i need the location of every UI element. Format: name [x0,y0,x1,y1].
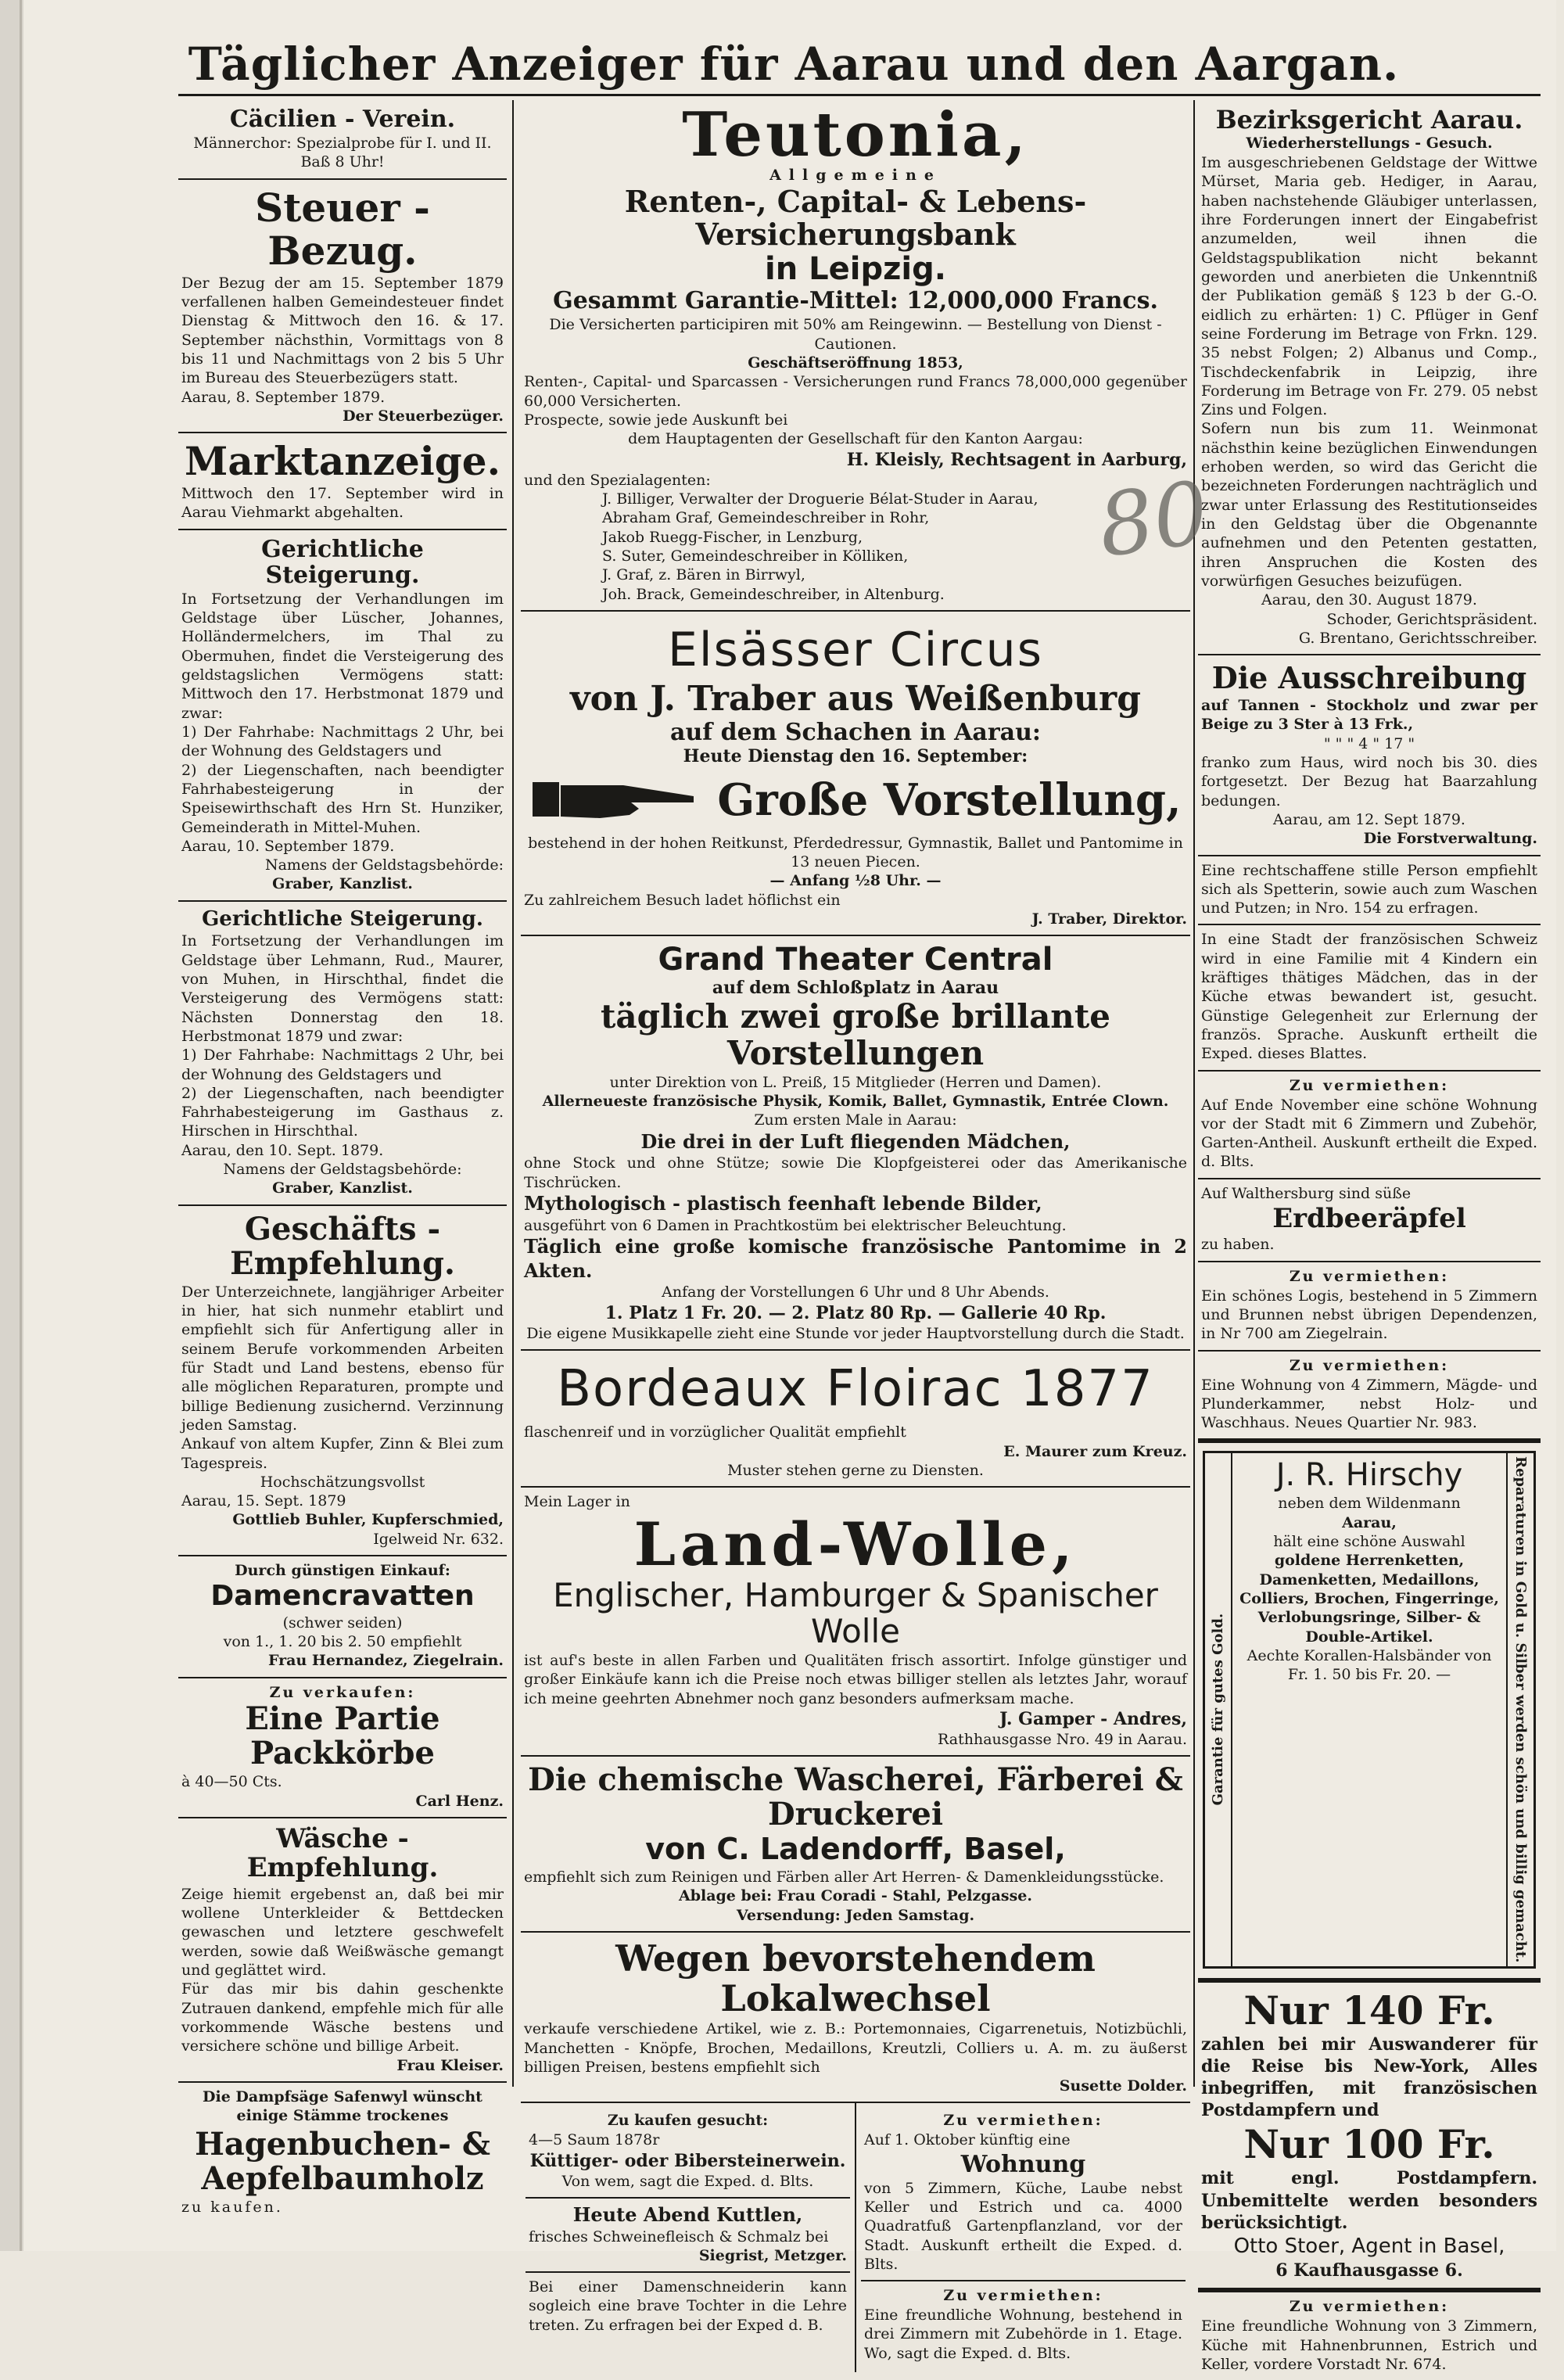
ad-erdbeeraepfel [1198,1179,1541,1262]
ad-text: Eine freundliche Wohnung von 3 Zimmern, Küche mit Hahnenbrunnen, Estrich und Keller, vordere Vorstadt Nr. 674. [1201,2317,1537,2373]
ad-signature: J. Traber, Direktor. [1031,910,1187,928]
ad-date: Aarau, 10. September 1879. [181,837,395,855]
ad-text: Täglich eine große komische französische Pantomime in 2 Akten. [524,1235,1187,1282]
ad-signature: Siegrist, Metzger. [698,2246,847,2264]
ad-steigerung-2 [178,902,507,1206]
agent-item: Jakob Ruegg-Fischer, in Lenzburg, [602,528,863,546]
ad-sub: von J. Traber aus Weißenburg [570,679,1141,720]
ad-title: Gerichtliche Steigerung. [261,535,424,589]
ad-kicker: Mein Lager in [524,1493,630,1511]
agent-item: J. Billiger, Verwalter der Droguerie Bélat-Studer in Aarau, [602,490,1038,508]
ad-text: Prospecte, sowie jede Auskunft bei [524,411,788,429]
ad-vermiethen-1 [1198,1072,1541,1179]
ad-item: 2) der Liegenschaften, nach beendigter Fahrhabesteigerung in der Speisewirthschaft des Hrn St. Hunziker, Gemeinderath in Mittel-Muhen. [181,761,504,836]
ad-sub: in Leipzig. [765,251,946,288]
ad-text: Die drei in der Luft fliegenden Mädchen, [640,1129,1071,1153]
ad-person [1198,856,1541,926]
ad-item: 1) Der Fahrhabe: Nachmittags 2 Uhr, bei der Wohnung des Geldstagers und [181,1046,504,1083]
ad-text: goldene Herrenketten, Damenketten, Medaillons, Colliers, Brochen, Fingerringe, Verlobungsringe, Silber- & Double-Artikel. [1239,1552,1499,1646]
ad-packkoerbe [178,1678,507,1819]
small-ads-left [521,2103,855,2372]
ad-text: Zeige hiemit ergebenst an, daß bei mir wollene Unterkleider & Bettdecken gewaschen und letztere geschwefelt werden, sowie daß Weißwäsche gemangt und geglättet wird. [181,1885,504,1980]
ad-sub: (schwer seiden) [282,1614,403,1632]
ad-title: Heute Abend Kuttlen, [572,2203,803,2227]
ad-kicker: Durch günstigen Einkauf: [235,1562,450,1580]
ad-sub: von C. Ladendorff, Basel, [645,1832,1066,1867]
ad-title: Steuer - Bezug. [255,184,430,274]
ad-signature: G. Brentano, Gerichtsschreiber. [1298,629,1537,647]
ad-text: Für das mir bis dahin geschenkte Zutrauen dankend, empfehle mich für alle vorkommende Wäsche bestens und versichere schöne und billige Arbeit. [181,1980,504,2055]
ad-text: mit engl. Postdampfern. Unbemittelte werden besonders berücksichtigt. [1201,2168,1537,2233]
ad-signature: Namens der Geldstagsbehörde: [264,856,504,874]
ad-geschaefts-empfehlung [178,1206,507,1556]
agent-item: J. Graf, z. Bären in Birrwyl, [602,566,805,584]
ad-vermiethen-2 [1198,1262,1541,1352]
ad-title: Elsässer Circus [668,623,1043,678]
hirschy-main [1231,1453,1508,1965]
ad-title: Wegen bevorstehendem Lokalwechsel [615,1937,1096,2019]
ad-text: Die Versicherten participiren mit 50% am Reingewinn. — Bestellung von Dienst - Cautionen. [549,316,1162,353]
ad-date: Aarau, 8. September 1879. [181,388,386,406]
ad-text: empfiehlt sich zum Reinigen und Färben aller Art Herren- & Damenkleidungsstücke. [524,1868,1164,1886]
ad-marktanzeige [178,433,507,530]
ad-agent: H. Kleisly, Rechtsagent in Aarburg, [846,449,1187,470]
ad-invite: Zu zahlreichem Besuch ladet höflichst ein [524,891,841,909]
ad-text: und den Spezialagenten: [524,471,711,489]
ad-title: Die chemische Wascherei, Färberei & Druckerei [528,1761,1183,1833]
ad-kaufen-gesucht [526,2106,850,2199]
ad-text: auf Tannen - Stockholz und zwar per Beige zu 3 Ster à 13 Frk., [1201,697,1537,734]
ad-text: unter Direktion von L. Preiß, 15 Mitglieder (Herren und Damen). [609,1073,1102,1091]
ad-kicker: Zu verkaufen: [269,1683,416,1701]
ad-lokalwechsel [521,1933,1190,2103]
ad-chemische-wascherei [521,1757,1190,1933]
ad-closing: Hochschätzungsvollst [260,1473,425,1491]
ad-sub: Aarau, [1342,1513,1397,1531]
ad-stadt [1198,925,1541,1071]
ad-text: von 5 Zimmern, Küche, Laube nebst Keller und Estrich und ca. 4000 Quadratfuß Gartenpflanzland, vor der Stadt. Auskunft ertheilt die Exped. d. Blts. [864,2179,1182,2273]
ad-foot: zu kaufen. [181,2198,283,2216]
ad-date: Aarau, den 30. August 1879. [1261,591,1477,609]
ad-date: Aarau, 15. Sept. 1879 [181,1492,346,1510]
masthead-rule [178,94,1541,96]
ad-signature: Frau Kleiser. [396,2056,504,2074]
ad-title: J. R. Hirschy [1275,1457,1463,1494]
ad-vermiethen-wohnung [861,2106,1186,2281]
ad-signature: 6 Kaufhausgasse 6. [1275,2260,1463,2281]
ad-text: Aechte Korallen-Halsbänder von Fr. 1. 50 bis Fr. 20. — [1247,1646,1492,1684]
ad-text: Anfang der Vorstellungen 6 Uhr und 8 Uhr Abends. [662,1283,1049,1301]
column-middle [521,99,1190,2362]
ad-text: Männerchor: Spezialprobe für I. und II. Baß 8 Uhr! [193,135,492,171]
ad-signature: Carl Henz. [415,1792,504,1810]
ad-title: Gerichtliche Steigerung. [202,906,483,931]
ad-title: Geschäfts - Empfehlung. [230,1210,455,1282]
ad-signature: Schoder, Gerichtspräsident. [1326,610,1537,628]
ad-price: von 1., 1. 20 bis 2. 50 empfiehlt [223,1632,462,1650]
ad-signature: Graber, Kanzlist. [272,875,413,893]
ad-sub: Allgemeine [769,167,942,184]
ad-title: Bezirksgericht Aarau. [1215,105,1523,135]
ad-damenschneiderin [526,2273,850,2341]
ad-text: verkaufe verschiedene Artikel, wie z. B.: Portemonnaies, Cigarrenetuis, Notizbüchli, Manchetten - Knöpfe, Brochen, Medaillons, Kreutzli, Colliers u. A. m. zu äußerst billigen Preisen, bestens empfiehlt sich [524,2020,1187,2076]
ad-kicker: Zu vermiethen: [1289,1356,1450,1374]
ad-waesche [178,1818,507,2083]
hirschy-box [1203,1451,1536,1968]
ad-text: zahlen bei mir Auswanderer für die Reise bis New-York, Alles inbegriffen, mit französischen Postdampfern und [1201,2034,1537,2121]
ad-kuttlen [526,2199,850,2273]
ad-sub: täglich zwei große brillante Vorstellungen [601,997,1110,1072]
ad-signature: Otto Stoer, Agent in Basel, [1233,2234,1505,2258]
ad-text: Mythologisch - plastisch feenhaft lebende Bilder, [524,1192,1042,1215]
ad-kicker: Zu kaufen gesucht: [607,2112,769,2130]
ad-signature: Frau Hernandez, Ziegelrain. [267,1652,504,1670]
small-ads-row [521,2103,1190,2372]
hirschy-side-right: Reparaturen in Gold u. Silber werden schön und billig gemacht. [1512,1456,1529,1963]
ad-title: Nur 140 Fr. [1243,1987,1495,2034]
ad-text: Bei einer Damenschneiderin kann sogleich eine brave Tochter in die Lehre treten. Zu erfragen bei der Exped d. B. [529,2278,847,2334]
ad-date: Heute Dienstag den 16. September: [683,746,1028,767]
ad-signature: Rathhausgasse Nro. 49 in Aarau. [938,1730,1187,1748]
ad-place: auf dem Schloßplatz in Aarau [712,978,999,999]
ad-vermiethen-4 [1198,2292,1541,2380]
ad-kicker: Zu vermiethen: [1289,1267,1450,1285]
hirschy-side-left: Garantie für gutes Gold. [1210,1614,1226,1806]
ad-teutonia [521,100,1190,612]
ad-steigerung-1 [178,530,507,902]
ad-text: Ankauf von altem Kupfer, Zinn & Blei zum Tagespreis. [181,1435,504,1472]
ad-bordeaux [521,1351,1190,1488]
ad-text: Mittwoch den 17. September wird in Aarau Viehmarkt abgehalten. [181,485,504,522]
ad-signature: Igelweid Nr. 632. [373,1530,504,1548]
ad-start: — Anfang ½8 Uhr. — [769,872,942,890]
ad-auswanderer [1198,1983,1541,2293]
ad-text: Die eigene Musikkapelle zieht eine Stunde vor jeder Hauptvorstellung durch die Stadt. [526,1324,1185,1342]
column-right [1198,100,1541,2373]
ad-text: Muster stehen gerne zu Diensten. [727,1461,984,1479]
ad-text: In Fortsetzung der Verhandlungen im Geldstage über Lehmann, Rud., Maurer, von Muhen, in Hirschthal, findet die Versteigerung des Vermögens statt: Nächsten Donnerstag den 18. Herbstmonat 1879 und zwar: [181,932,504,1045]
ad-text: frisches Schweinefleisch & Schmalz bei [529,2227,829,2245]
ad-vermiethen-3 [1198,1352,1541,1444]
ad-vermiethen-2 [861,2281,1186,2369]
ad-title: Hagenbuchen- & Aepfelbaumholz [195,2125,490,2197]
ad-title: Land-Wolle, [633,1509,1078,1579]
agent-item: Abraham Graf, Gemeindeschreiber in Rohr, [602,509,930,527]
ad-text: Zum ersten Male in Aarau: [754,1111,957,1129]
ad-kicker: Zu vermiethen: [943,2287,1103,2305]
ad-text: Ein schönes Logis, bestehend in 5 Zimmern und Brunnen nebst übrigen Dependenzen, in Nr 700 am Ziegelrain. [1201,1287,1537,1343]
ad-theater [521,936,1190,1351]
ad-kicker: Zu vermiethen: [1289,2298,1450,2316]
ad-title: Cäcilien - Verein. [229,106,456,133]
ad-text: " " " 4 " 17 " [1323,734,1415,752]
ad-prices: 1. Platz 1 Fr. 20. — 2. Platz 80 Rp. — Gallerie 40 Rp. [604,1302,1107,1323]
ad-ausschreibung [1198,655,1541,856]
ad-kicker: Die Dampfsäge Safenwyl wünscht einige Stämme trockenes [203,2087,482,2125]
ad-text: Eine freundliche Wohnung, bestehend in drei Zimmern mit Zubehörde in 1. Etage. Wo, sagt die Exped. d. Blts. [864,2306,1182,2362]
ad-sub: Englischer, Hamburger & Spanischer Wolle [553,1575,1158,1650]
column-rule-2 [1193,100,1195,2087]
agent-item: S. Suter, Gemeindeschreiber in Kölliken, [602,547,909,565]
ad-text: dem Hauptagenten der Gesellschaft für den Kanton Aargau: [628,430,1083,448]
ad-title: Wäsche - Empfehlung. [246,1823,439,1884]
ad-title: Wohnung [960,2150,1086,2178]
ad-title: Küttiger- oder Biberstein​erwein. [529,2150,846,2171]
ad-signature: Graber, Kanzlist. [272,1179,413,1197]
ad-text: Eine rechtschaffene stille Person empfiehlt sich als Spetterin, sowie auch zum Waschen und Putzen; in Nro. 154 zu erfragen. [1201,861,1537,917]
ad-text: Sofern nun bis zum 11. Weinmonat nächsthin keine bezüglichen Einwendungen erhoben werden, so wird das Gericht die bezeichneten Forderungen nachträglich und zwar unter Erlassung des Restitutionseides in den Geldstag über die Obgenannte aufnehmen und den Petenten gestatten, ihren Anspruchen die Kosten des vorwürfigen Gesuches beizufügen. [1201,420,1537,590]
ad-kicker: Zu vermiethen: [943,2112,1103,2130]
ad-text: hält eine schöne Auswahl [1273,1533,1465,1551]
handwritten-page-number: 80 [1092,461,1215,577]
ad-text: ausgeführt von 6 Damen in Prachtkostüm bei elektrischer Beleuchtung. [524,1216,1067,1234]
ad-price: à 40—50 Cts. [181,1773,282,1791]
ad-text: flaschenreif und in vorzüglicher Qualität empfiehlt [524,1423,906,1441]
ad-text: 4—5 Saum 1878r [529,2131,660,2149]
ad-sub: neben dem Wildenmann [1278,1495,1461,1513]
ad-text: Der Bezug der am 15. September 1879 verfallenen halben Gemeindesteuer findet Dienstag & Mittwoch den 16. & 17. September nächsthin, Vormittags von 8 bis 11 und Nachmittags von 2 bis 5 Uhr im Bureau des Steuerbezügers statt. [181,274,504,387]
ad-kicker: Zu vermiethen: [1289,1076,1450,1094]
ad-date: Aarau, am 12. Sept 1879. [1273,810,1465,828]
binding-gutter [0,0,23,2251]
ad-text: Eine Wohnung von 4 Zimmern, Mägde- und Plunderkammer, nebst Holz- und Waschhaus. Neues Quartier Nr. 983. [1201,1376,1537,1432]
ad-place: auf dem Schachen in Aarau: [670,719,1041,747]
ad-text: Allerneueste französische Physik, Komik, Ballet, Gymnastik, Entrée Clown. [542,1093,1169,1111]
ad-text: franko zum Haus, wird noch bis 30. dies fortgesetzt. Der Bezug hat Baarzahlung bedungen. [1201,753,1537,809]
ad-steuer [178,180,507,434]
ad-title: Grand Theater Central [658,942,1053,978]
ad-caecilien [178,100,507,180]
ad-title: Marktanzeige. [185,438,500,485]
ad-item: 1) Der Fahrhabe: Nachmittags 2 Uhr, bei der Wohnung des Geldstagers und [181,723,504,760]
ad-damencravatten [178,1556,507,1678]
ad-signature: Gottlieb Buhler, Kupferschmied, [232,1511,504,1529]
ad-text: Renten-, Capital- und Sparcassen - Versicherungen rund Francs 78,000,000 gegenüber 60,000 Versicherten. [524,373,1187,410]
ad-title: Bordeaux Floirac 1877 [557,1360,1154,1419]
ad-circus [521,612,1190,936]
ad-signature: E. Maurer zum Kreuz. [1003,1442,1187,1460]
column-rule-1 [512,100,514,2087]
pointing-hand-icon [529,768,701,834]
ad-text: Auf Walthersburg sind süße [1201,1184,1412,1202]
ad-landwolle [521,1488,1190,1757]
ad-signature: Die Forstverwaltung. [1363,830,1537,848]
ad-text: Versendung: Jeden Samstag. [736,1906,975,1924]
masthead: Täglicher Anzeiger für Aarau und den Aargan. [188,38,1400,91]
ad-text: Auf Ende November eine schöne Wohnung vor der Stadt mit 6 Zimmern und Zubehör, Garten-Antheil. Auskunft ertheilt die Exped. d. Blts. [1201,1096,1537,1171]
ad-text: Geschäftseröffnung 1853, [748,354,963,372]
small-ads-right [855,2103,1190,2372]
ad-text: ohne Stock und ohne Stütze; sowie Die Klopfgeisterei oder das Amerikanische Tischrücken. [524,1154,1187,1191]
ad-text: Von wem, sagt die Exped. d. Blts. [561,2172,814,2190]
ad-show: Große Vorstellung, [717,774,1182,826]
ad-signature: Der Steuerbezüger. [343,407,504,425]
ad-garantie: Gesammt Garantie-Mittel: 12,000,000 Francs. [553,287,1158,315]
column-left [178,100,507,2216]
ad-hirschy [1198,1443,1541,1982]
ad-item: 2) der Liegenschaften, nach beendigter Fahrhabesteigerung im Gasthaus z. Hirschen in Hirschthal. [181,1084,504,1140]
ad-sub: Wiederherstellungs - Gesuch. [1246,135,1493,153]
ad-title: Damencravatten [210,1579,475,1612]
ad-sub: Renten-, Capital- & Lebens-Versicherungsbank [624,183,1087,252]
ad-signature: Susette Dolder. [1059,2077,1187,2095]
agent-item: Joh. Brack, Gemeindeschreiber, in Altenburg. [602,585,945,603]
ad-title: Die Ausschreibung [1211,660,1527,696]
ad-text: Ablage bei: Frau Coradi - Stahl, Pelzgasse. [678,1887,1033,1905]
ad-foot: zu haben. [1201,1236,1275,1254]
ad-text: bestehend in der hohen Reitkunst, Pferdedressur, Gymnastik, Ballet und Pantomime in 13 neuen Piecen. [528,834,1183,871]
ad-holz [178,2083,507,2223]
ad-date: Aarau, den 10. Sept. 1879. [181,1141,384,1159]
ad-title: Teutonia, [682,99,1029,171]
ad-text: Der Unterzeichnete, langjähriger Arbeiter in hier, hat sich nunmehr etablirt und empfiehlt sich für Anfertigung aller in seinem Berufe vorkommenden Arbeiten für Stadt und Land bestens, ebenso für alle möglichen Reparaturen, prompte und billige Bedienung zusichernd. Verzinnung jeden Samstag. [181,1283,504,1434]
ad-signature: J. Gamper - Andres, [999,1708,1187,1729]
ad-text: Im ausgeschriebenen Geldstage der Wittwe Mürset, Maria geb. Hediger, in Aarau, haben nachstehende Gläubiger unterlassen, ihre Forderungen innert der Eingabefrist anzumelden, weil ihnen die Geldstagspublikation nicht bekannt geworden und anerbieten die Unkenntniß der Publikation gemäß § 123 b der G.-O. eidlich zu erhärten: 1) C. Pflüger in Genf seine Forderung im Betrage von Frkn. 129. 35 nebst Folgen; 2) Albanus und Comp., Tischdeckenfabrik in Leipzig, ihre Forderung im Betrage von Fr. 279. 05 nebst Zins und Folgen. [1201,154,1537,419]
ad-text: Auf 1. Oktober künftig eine [864,2131,1071,2149]
ad-text: In Fortsetzung der Verhandlungen im Geldstage über Lüscher, Johannes, Holländermelchers, im Thal zu Obermuhen, findet die Versteigerung des geldstagslichen Vermögens statt: Mittwoch den 17. Herbstmonat 1879 und zwar: [181,590,504,722]
ad-title: Nur 100 Fr. [1243,2121,1495,2168]
ad-signature: Namens der Geldstagsbehörde: [223,1161,462,1179]
ad-text: In eine Stadt der französischen Schweiz wird in eine Familie mit 4 Kindern ein kräftiges thätiges Mädchen, das in der Küche etwas bewandert ist, gesucht. Günstige Gelegenheit zur Erlernung der französ. Sprache. Auskunft ertheilt die Exped. dieses Blattes. [1201,931,1537,1063]
ad-text: ist auf's beste in allen Farben und Qualitäten frisch assortirt. Infolge günstiger und großer Einkäufe kann ich die Preise noch etwas billiger stellen als letztes Jahr, worauf ich meine geehrten Abnehmer noch ganz besonders aufmerksam mache. [524,1651,1187,1707]
ad-title: Eine Partie Packkörbe [245,1700,440,1772]
ad-title: Erdbeeräpfel [1272,1203,1466,1235]
ad-bezirksgericht [1198,100,1541,655]
